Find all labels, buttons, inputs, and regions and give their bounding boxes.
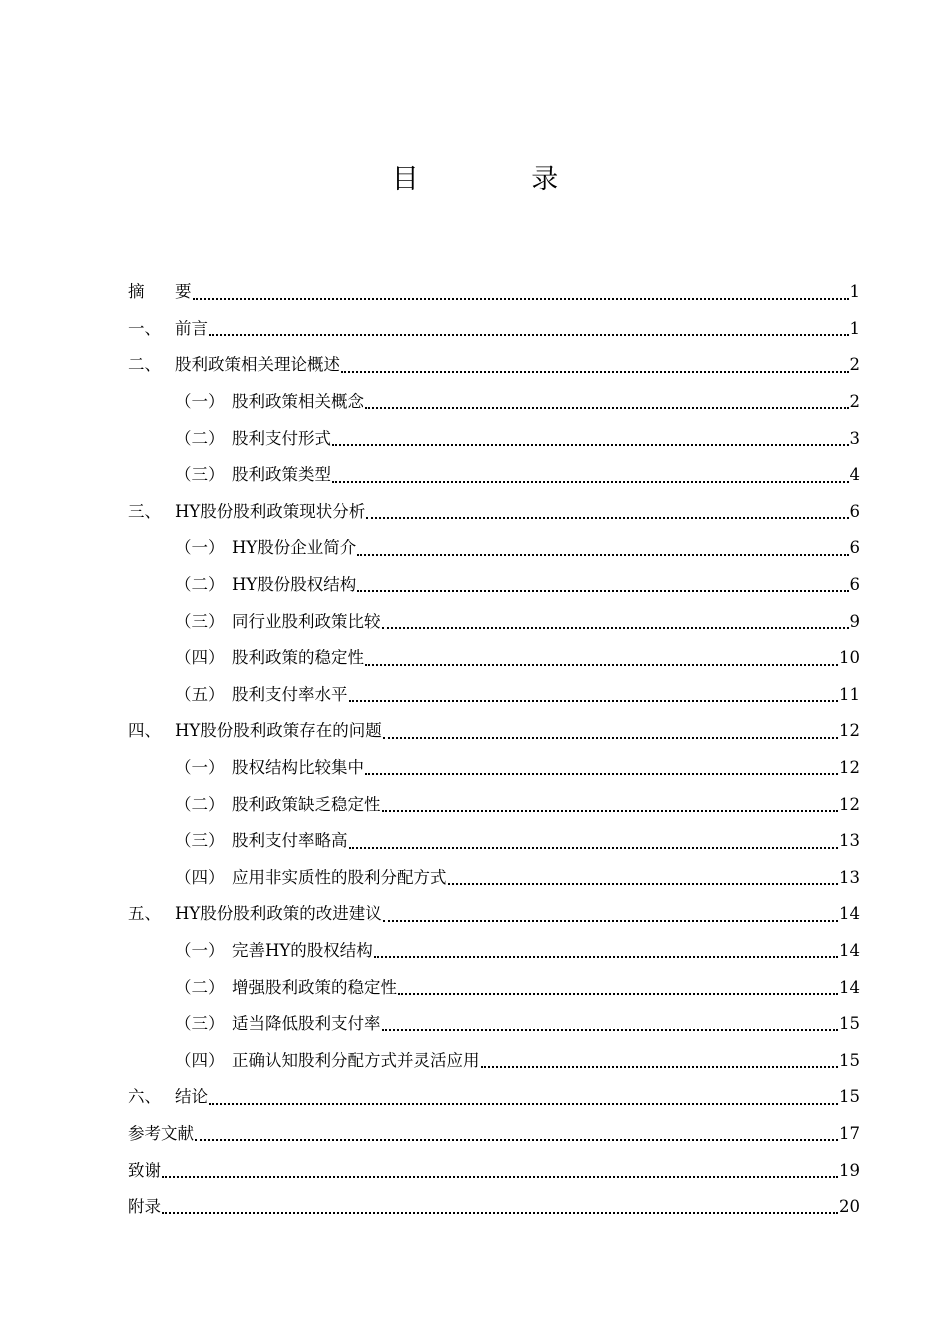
toc-entry-number: （三） (175, 465, 225, 485)
toc-entry-page-number: 1 (849, 282, 860, 302)
toc-entry[interactable] (128, 311, 860, 348)
toc-entry-title: 股利支付率略高 (232, 831, 348, 851)
toc-entry-title: 正确认知股利分配方式并灵活应用 (232, 1050, 480, 1070)
toc-dot-leader (382, 627, 849, 629)
toc-entry-title: 前言 (175, 318, 208, 338)
toc-entry-number: 摘 (128, 282, 145, 302)
toc-entry-number: （二） (175, 575, 225, 595)
toc-entry[interactable] (128, 567, 860, 604)
toc-entry[interactable] (128, 603, 860, 640)
toc-entry-title: HY股份股利政策存在的问题 (175, 721, 382, 741)
toc-entry-page-number: 4 (849, 465, 860, 485)
toc-entry-title: 要 (175, 282, 192, 302)
toc-entry-page-number: 2 (849, 392, 860, 412)
toc-entry-title: 适当降低股利支付率 (232, 1014, 381, 1034)
toc-dot-leader (374, 956, 838, 958)
toc-entry-number: （四） (175, 648, 225, 668)
toc-entry-page-number: 12 (839, 758, 860, 778)
toc-entry-page-number: 15 (839, 1087, 860, 1107)
toc-entry-title: 股利支付率水平 (232, 684, 348, 704)
toc-entry[interactable] (128, 896, 860, 933)
toc-entry-page-number: 20 (839, 1197, 860, 1217)
toc-entry-number: （一） (175, 392, 225, 412)
toc-entry-title: 应用非实质性的股利分配方式 (232, 867, 447, 887)
toc-entry-number: 一、 (128, 318, 161, 338)
toc-dot-leader (357, 590, 848, 592)
toc-entry-title: HY股份股利政策的改进建议 (175, 904, 382, 924)
toc-dot-leader (341, 371, 849, 373)
toc-entry-page-number: 10 (839, 648, 860, 668)
toc-entry[interactable] (128, 457, 860, 494)
toc-dot-leader (365, 773, 838, 775)
toc-entry[interactable] (128, 494, 860, 531)
toc-entry[interactable] (128, 1042, 860, 1079)
toc-entry-title: 同行业股利政策比较 (232, 611, 381, 631)
toc-dot-leader (195, 1139, 838, 1141)
toc-entry-title: HY股份企业简介 (232, 538, 357, 558)
toc-entry-page-number: 1 (849, 318, 860, 338)
toc-entry-page-number: 15 (839, 1050, 860, 1070)
toc-entry[interactable] (128, 969, 860, 1006)
toc-entry-page-number: 3 (849, 428, 860, 448)
toc-entry-title: 参考文献 (128, 1123, 194, 1143)
toc-entry-title: 股利政策相关理论概述 (175, 355, 340, 375)
toc-entry-number: （三） (175, 1014, 225, 1034)
toc-entry-title: 股利支付形式 (232, 428, 331, 448)
toc-entry-page-number: 14 (839, 940, 860, 960)
toc-entry-title: 附录 (128, 1197, 161, 1217)
table-of-contents (128, 274, 860, 1225)
toc-entry[interactable] (128, 786, 860, 823)
toc-entry[interactable] (128, 1116, 860, 1153)
toc-entry-number: （二） (175, 794, 225, 814)
toc-entry-title: 增强股利政策的稳定性 (232, 977, 397, 997)
toc-dot-leader (162, 1176, 838, 1178)
toc-entry-number: （三） (175, 611, 225, 631)
toc-entry-page-number: 14 (839, 904, 860, 924)
toc-entry-title: 股权结构比较集中 (232, 758, 364, 778)
toc-entry-page-number: 19 (839, 1160, 860, 1180)
toc-dot-leader (382, 1029, 839, 1031)
toc-entry-number: （四） (175, 867, 225, 887)
toc-entry-page-number: 14 (839, 977, 860, 997)
toc-entry-number: （一） (175, 758, 225, 778)
toc-entry-title: 股利政策缺乏稳定性 (232, 794, 381, 814)
toc-entry[interactable] (128, 530, 860, 567)
toc-entry-page-number: 2 (849, 355, 860, 375)
toc-entry-page-number: 12 (839, 721, 860, 741)
toc-entry[interactable] (128, 1189, 860, 1226)
toc-dot-leader (481, 1066, 839, 1068)
toc-entry-title: HY股份股利政策现状分析 (175, 501, 366, 521)
toc-entry-title: 股利政策的稳定性 (232, 648, 364, 668)
toc-dot-leader (365, 407, 849, 409)
toc-entry-number: （一） (175, 538, 225, 558)
toc-entry-title: 结论 (175, 1087, 208, 1107)
toc-entry-number: 三、 (128, 501, 161, 521)
toc-entry-number: （一） (175, 940, 225, 960)
toc-entry-title: 股利政策相关概念 (232, 392, 364, 412)
toc-entry[interactable] (128, 1152, 860, 1189)
toc-dot-leader (365, 664, 838, 666)
toc-dot-leader (448, 883, 839, 885)
toc-dot-leader (349, 847, 839, 849)
toc-dot-leader (383, 920, 838, 922)
toc-entry-page-number: 13 (839, 831, 860, 851)
toc-entry-title: 致谢 (128, 1160, 161, 1180)
toc-dot-leader (193, 298, 849, 300)
toc-dot-leader (357, 554, 848, 556)
toc-entry-page-number: 9 (849, 611, 860, 631)
toc-entry[interactable] (128, 384, 860, 421)
toc-entry[interactable] (128, 347, 860, 384)
toc-entry[interactable] (128, 640, 860, 677)
toc-entry[interactable] (128, 1079, 860, 1116)
toc-entry-page-number: 6 (849, 575, 860, 595)
toc-entry-number: （三） (175, 831, 225, 851)
toc-entry-number: 六、 (128, 1087, 161, 1107)
toc-entry-page-number: 15 (839, 1014, 860, 1034)
toc-dot-leader (209, 334, 849, 336)
toc-entry-number: （二） (175, 977, 225, 997)
toc-entry[interactable] (128, 1006, 860, 1043)
toc-dot-leader (366, 517, 848, 519)
toc-dot-leader (382, 810, 839, 812)
toc-entry[interactable] (128, 750, 860, 787)
toc-entry-page-number: 6 (849, 501, 860, 521)
toc-entry-number: 四、 (128, 721, 161, 741)
toc-entry[interactable] (128, 713, 860, 750)
toc-dot-leader (332, 481, 849, 483)
toc-dot-leader (209, 1103, 838, 1105)
toc-entry[interactable] (128, 677, 860, 714)
toc-entry-number: 二、 (128, 355, 161, 375)
toc-entry-page-number: 13 (839, 867, 860, 887)
toc-entry[interactable] (128, 823, 860, 860)
toc-dot-leader (383, 737, 838, 739)
toc-entry-number: （二） (175, 428, 225, 448)
toc-dot-leader (398, 993, 838, 995)
toc-entry-number: （四） (175, 1050, 225, 1070)
toc-entry[interactable] (128, 860, 860, 897)
toc-entry-number: （五） (175, 684, 225, 704)
toc-entry-title: HY股份股权结构 (232, 575, 357, 595)
toc-entry-page-number: 11 (839, 684, 860, 704)
toc-entry[interactable] (128, 274, 860, 311)
toc-entry[interactable] (128, 933, 860, 970)
toc-dot-leader (349, 700, 839, 702)
toc-entry-page-number: 17 (839, 1123, 860, 1143)
toc-entry-title: 完善HY的股权结构 (232, 940, 373, 960)
toc-dot-leader (332, 444, 849, 446)
toc-title: 目 录 (391, 164, 611, 195)
toc-entry-title: 股利政策类型 (232, 465, 331, 485)
toc-entry[interactable] (128, 420, 860, 457)
toc-dot-leader (162, 1212, 838, 1214)
toc-entry-number: 五、 (128, 904, 161, 924)
toc-entry-page-number: 6 (849, 538, 860, 558)
toc-entry-page-number: 12 (839, 794, 860, 814)
